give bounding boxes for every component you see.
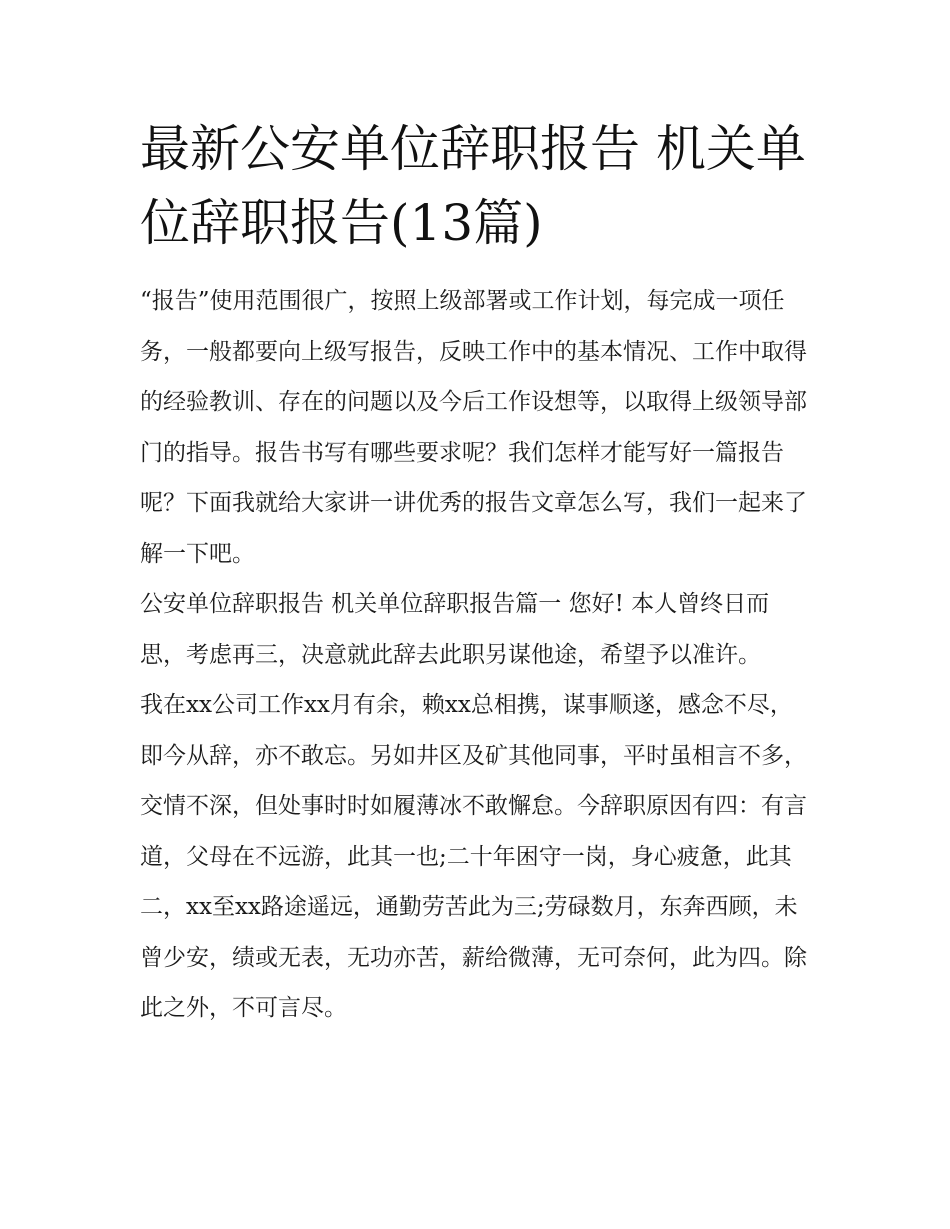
paragraph-section-one: 公安单位辞职报告 机关单位辞职报告篇一 您好! 本人曾终日而思，考虑再三，决意就此辞去此职另谋他途，希望予以准许。: [140, 591, 770, 668]
paragraph-reasons: 我在xx公司工作xx月有余，赖xx总相携，谋事顺遂，感念不尽，即今从辞，亦不敢忘。另如井区及矿其他同事，平时虽相言不多，交情不深，但处事时时如履薄冰不敢懈怠。今辞职原因有四：有言道，父母在不远游，此其一也;二十年困守一岗，身心疲惫，此其二，xx至xx路途遥远，通勤劳苦此为三;劳碌数月，东奔西顾，未曾少安，绩或无表，无功亦苦，薪给微薄，无可奈何，此为四。除此之外，不可言尽。: [140, 692, 807, 1021]
paragraph-intro: “报告”使用范围很广，按照上级部署或工作计划，每完成一项任务，一般都要向上级写报告，反映工作中的基本情况、工作中取得的经验教训、存在的问题以及今后工作设想等，以取得上级领导部门的指导。报告书写有哪些要求呢？我们怎样才能写好一篇报告呢？下面我就给大家讲一讲优秀的报告文章怎么写，我们一起来了解一下吧。: [140, 288, 807, 567]
document-body: [140, 276, 812, 1034]
document-title: 最新公安单位辞职报告 机关单位辞职报告(13篇): [140, 120, 806, 252]
